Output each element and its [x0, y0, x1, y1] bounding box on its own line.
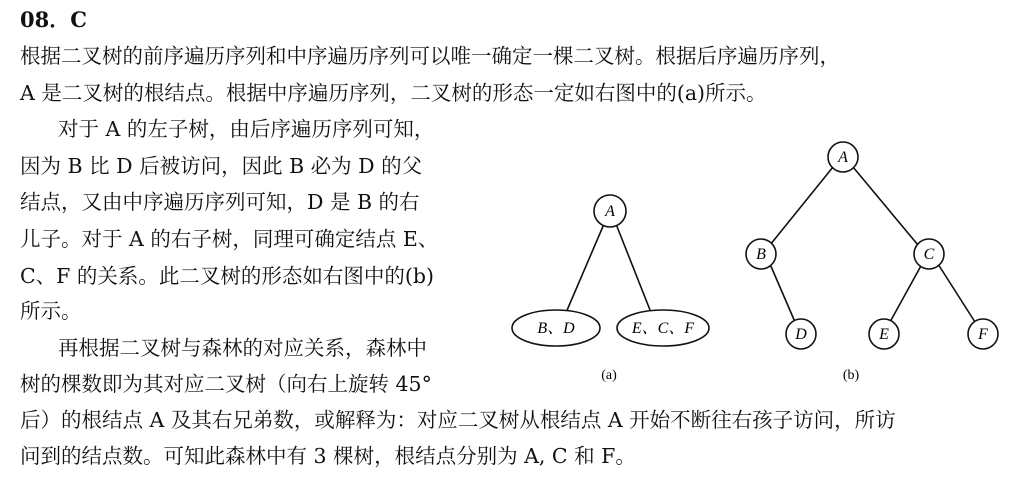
paragraph2-line2: 因为 B 比 D 后被访问，因此 B 必为 D 的父	[20, 154, 423, 178]
paragraph3-line4: 问到的结点数。可知此森林中有 3 棵树，根结点分别为 A, C 和 F。	[20, 444, 636, 468]
figure-b-edge-C-E	[890, 264, 922, 322]
figure-b-edge-C-F	[938, 264, 975, 322]
paragraph2-line4: 儿子。对于 A 的右子树，同理可确定结点 E、	[20, 227, 439, 251]
figure-b-label-E: E	[879, 326, 889, 343]
paragraph3-line3: 后）的根结点 A 及其右兄弟数，或解释为：对应二叉树从根结点 A 开始不断往右孩子访问，所访	[20, 408, 896, 432]
figure-a-root-label: A	[605, 203, 615, 220]
question-title: 08．C	[20, 7, 87, 32]
figure-b-edge-A-B	[770, 167, 833, 245]
figure-a-caption: (a)	[601, 368, 617, 383]
paragraph3-line1: 再根据二叉树与森林的对应关系，森林中	[58, 336, 427, 360]
paragraph2-line5: C、F 的关系。此二叉树的形态如右图中的(b)	[20, 264, 435, 288]
figure-b-edge-B-D	[770, 264, 795, 322]
figure-b-label-F: F	[978, 326, 988, 343]
figure-a-edge-right	[616, 224, 652, 315]
figure-b	[746, 142, 998, 349]
paragraph2-line6: 所示。	[20, 299, 82, 323]
paragraph1-line1: 根据二叉树的前序遍历序列和中序遍历序列可以唯一确定一棵二叉树。根据后序遍历序列，	[20, 44, 840, 68]
paragraph3-line2: 树的棵数即为其对应二叉树（向右上旋转 45°	[20, 372, 432, 396]
figure-a-edge-left	[565, 224, 604, 315]
figure-b-caption: (b)	[842, 368, 860, 383]
figure-b-edge-A-C	[853, 167, 918, 245]
paragraph2-line1: 对于 A 的左子树，由后序遍历序列可知，	[58, 117, 435, 141]
figure-b-label-C: C	[923, 246, 935, 263]
paragraph1-line2: A 是二叉树的根结点。根据中序遍历序列，二叉树的形态一定如右图中的(a)所示。	[20, 81, 767, 105]
figure-b-label-D: D	[795, 326, 807, 343]
figure-b-label-A: A	[838, 149, 848, 166]
paragraph2-line3: 结点，又由中序遍历序列可知，D 是 B 的右	[20, 190, 420, 214]
figure-b-label-B: B	[756, 246, 766, 263]
figure-a-right-subtree-label: E、C、F	[631, 320, 695, 337]
figure-a-left-subtree-label: B、D	[537, 320, 575, 337]
